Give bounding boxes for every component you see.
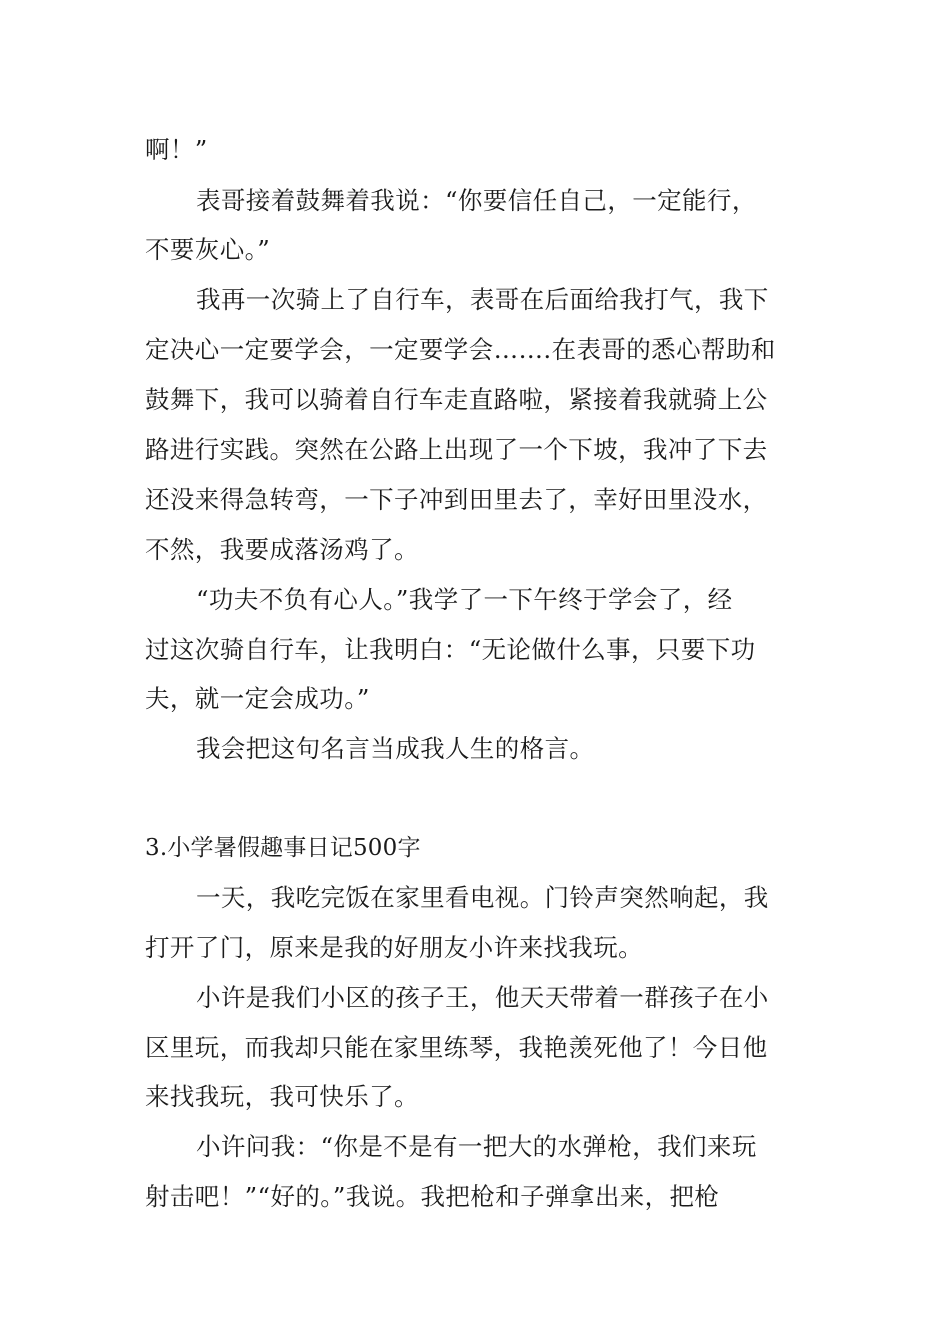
text-line: 还没来得急转弯，一下子冲到田里去了，幸好田里没水，: [145, 485, 768, 514]
text-line: 不要灰心。”: [145, 235, 271, 264]
text-line: 过这次骑自行车，让我明白：“无论做什么事，只要下功: [145, 635, 756, 664]
paragraph-start: 一天，我吃完饭在家里看电视。门铃声突然响起，我: [196, 883, 769, 912]
text-line: 定决心一定要学会，一定要学会…….在表哥的悉心帮助和: [145, 335, 776, 364]
paragraph-start: 小许是我们小区的孩子王，他天天带着一群孩子在小: [196, 983, 769, 1012]
paragraph-start: 我再一次骑上了自行车，表哥在后面给我打气，我下: [196, 285, 769, 314]
text-line: 射击吧！”“好的。”我说。我把枪和子弹拿出来，把枪: [145, 1182, 720, 1211]
text-line: 啊！”: [145, 135, 208, 164]
section-heading: 3.小学暑假趣事日记500字: [145, 835, 421, 861]
paragraph-start: “功夫不负有心人。”我学了一下午终于学会了，经: [196, 585, 733, 614]
text-line: 路进行实践。突然在公路上出现了一个下坡，我冲了下去: [145, 435, 768, 464]
text-line: 鼓舞下，我可以骑着自行车走直路啦，紧接着我就骑上公: [145, 385, 768, 414]
text-line: 不然，我要成落汤鸡了。: [145, 535, 419, 564]
text-line: 打开了门，原来是我的好朋友小许来找我玩。: [145, 933, 643, 962]
text-line: 来找我玩，我可快乐了。: [145, 1082, 419, 1111]
text-line: 区里玩，而我却只能在家里练琴，我艳羡死他了！今日他: [145, 1033, 768, 1062]
paragraph-start: 表哥接着鼓舞着我说：“你要信任自己，一定能行，: [196, 186, 757, 215]
paragraph-start: 我会把这句名言当成我人生的格言。: [196, 734, 595, 763]
text-line: 夫，就一定会成功。”: [145, 684, 370, 713]
paragraph-start: 小许问我：“你是不是有一把大的水弹枪，我们来玩: [196, 1132, 757, 1161]
